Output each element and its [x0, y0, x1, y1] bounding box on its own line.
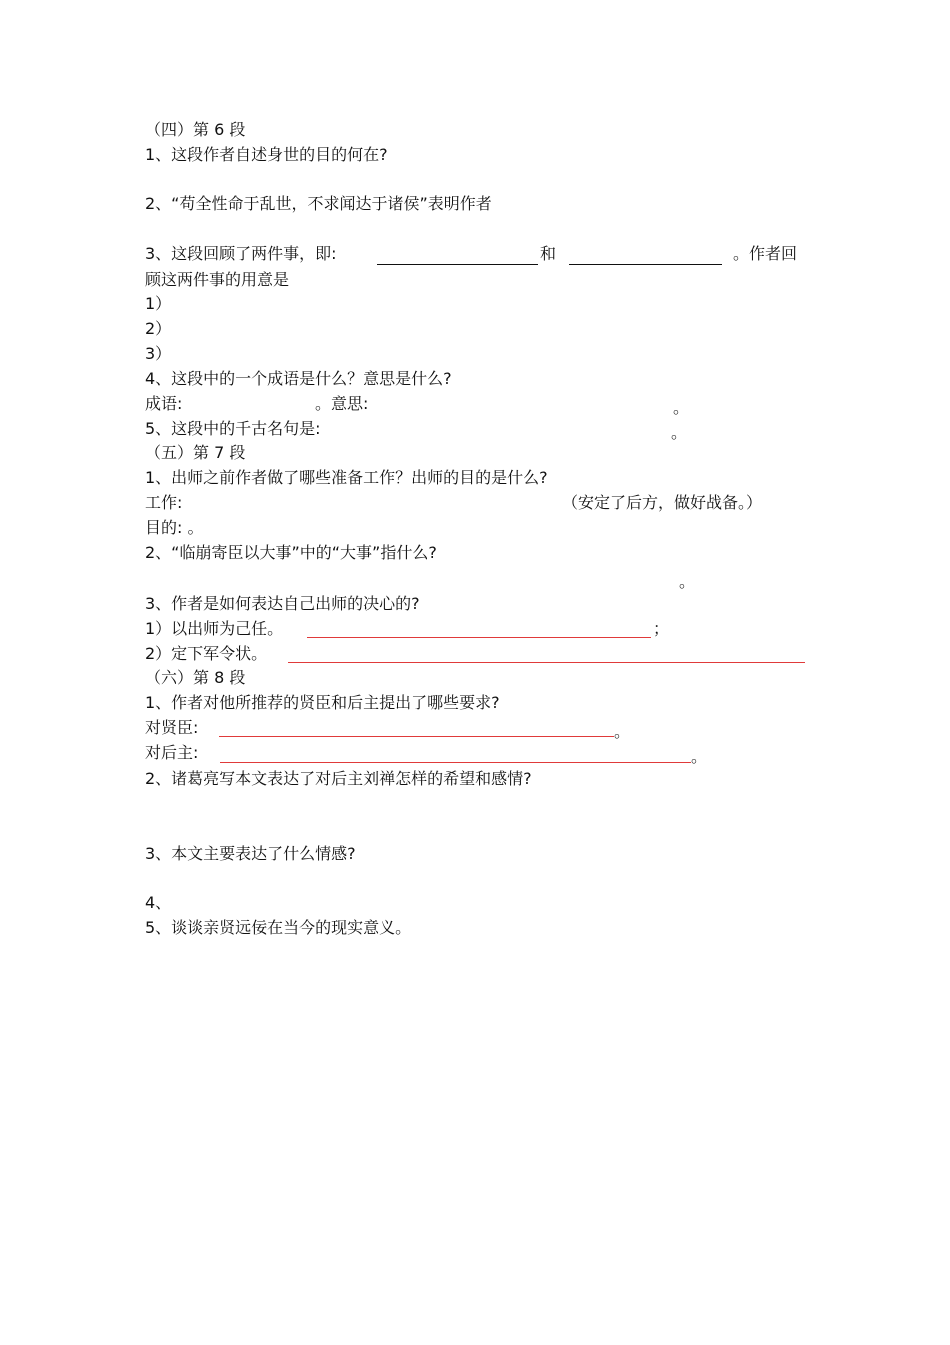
- sec4-question-5-end: 。: [671, 423, 688, 442]
- sec4-idiom-label: 成语:: [145, 394, 183, 413]
- section-4-heading: （四）第 6 段: [145, 120, 246, 139]
- sec6-lord-end: 。: [691, 747, 708, 766]
- sec6-question-1: 1、作者对他所推荐的贤臣和后主提出了哪些要求?: [145, 693, 500, 712]
- sec5-item-1-end: ；: [653, 619, 670, 638]
- sec4-question-3: 3、这段回顾了两件事，即:: [145, 244, 337, 263]
- answer-line[interactable]: [288, 662, 805, 663]
- answer-line[interactable]: [307, 637, 651, 638]
- sec4-meaning-end: 。: [673, 398, 690, 417]
- sec4-question-5: 5、这段中的千古名句是:: [145, 419, 321, 438]
- blank-line[interactable]: [569, 264, 722, 265]
- answer-line[interactable]: [219, 736, 614, 737]
- sec5-question-2: 2、“临崩寄臣以大事”中的“大事”指什么?: [145, 543, 437, 562]
- sec4-question-1: 1、这段作者自述身世的目的何在?: [145, 145, 388, 164]
- sec5-question-1: 1、出师之前作者做了哪些准备工作？出师的目的是什么?: [145, 468, 548, 487]
- sec5-item-1: 1）以出师为己任。: [145, 619, 284, 638]
- sec5-work-answer: （安定了后方，做好战备。）: [562, 493, 763, 512]
- sec6-question-4: 4、: [145, 893, 172, 912]
- sec6-minister-end: 。: [614, 722, 631, 741]
- sec4-meaning-label: 。意思:: [315, 394, 369, 413]
- sec4-item-3: 3）: [145, 344, 172, 363]
- sec6-question-5: 5、谈谈亲贤远佞在当今的现实意义。: [145, 918, 412, 937]
- sec5-item-2: 2）定下军令状。: [145, 644, 268, 663]
- section-5-heading: （五）第 7 段: [145, 443, 246, 462]
- sec6-question-2: 2、诸葛亮写本文表达了对后主刘禅怎样的希望和感情?: [145, 769, 532, 788]
- sec6-question-3: 3、本文主要表达了什么情感?: [145, 844, 356, 863]
- sec4-item-2: 2）: [145, 319, 172, 338]
- sec4-question-3-and: 和: [540, 244, 557, 263]
- sec4-item-1: 1）: [145, 294, 172, 313]
- sec4-question-2: 2、“苟全性命于乱世，不求闻达于诸侯”表明作者: [145, 194, 492, 213]
- sec5-question-2-end: 。: [679, 572, 696, 591]
- sec4-question-3-cont: 。作者回: [733, 244, 798, 263]
- answer-line[interactable]: [220, 762, 691, 763]
- sec5-goal-label: 目的: 。: [145, 518, 204, 537]
- sec5-work-label: 工作:: [145, 493, 183, 512]
- sec4-question-4: 4、这段中的一个成语是什么？意思是什么?: [145, 369, 452, 388]
- sec6-lord-label: 对后主:: [145, 743, 199, 762]
- sec6-minister-label: 对贤臣:: [145, 718, 199, 737]
- section-6-heading: （六）第 8 段: [145, 668, 246, 687]
- blank-line[interactable]: [377, 264, 538, 265]
- sec4-question-3-line2: 顾这两件事的用意是: [145, 270, 290, 289]
- sec5-question-3: 3、作者是如何表达自己出师的决心的?: [145, 594, 420, 613]
